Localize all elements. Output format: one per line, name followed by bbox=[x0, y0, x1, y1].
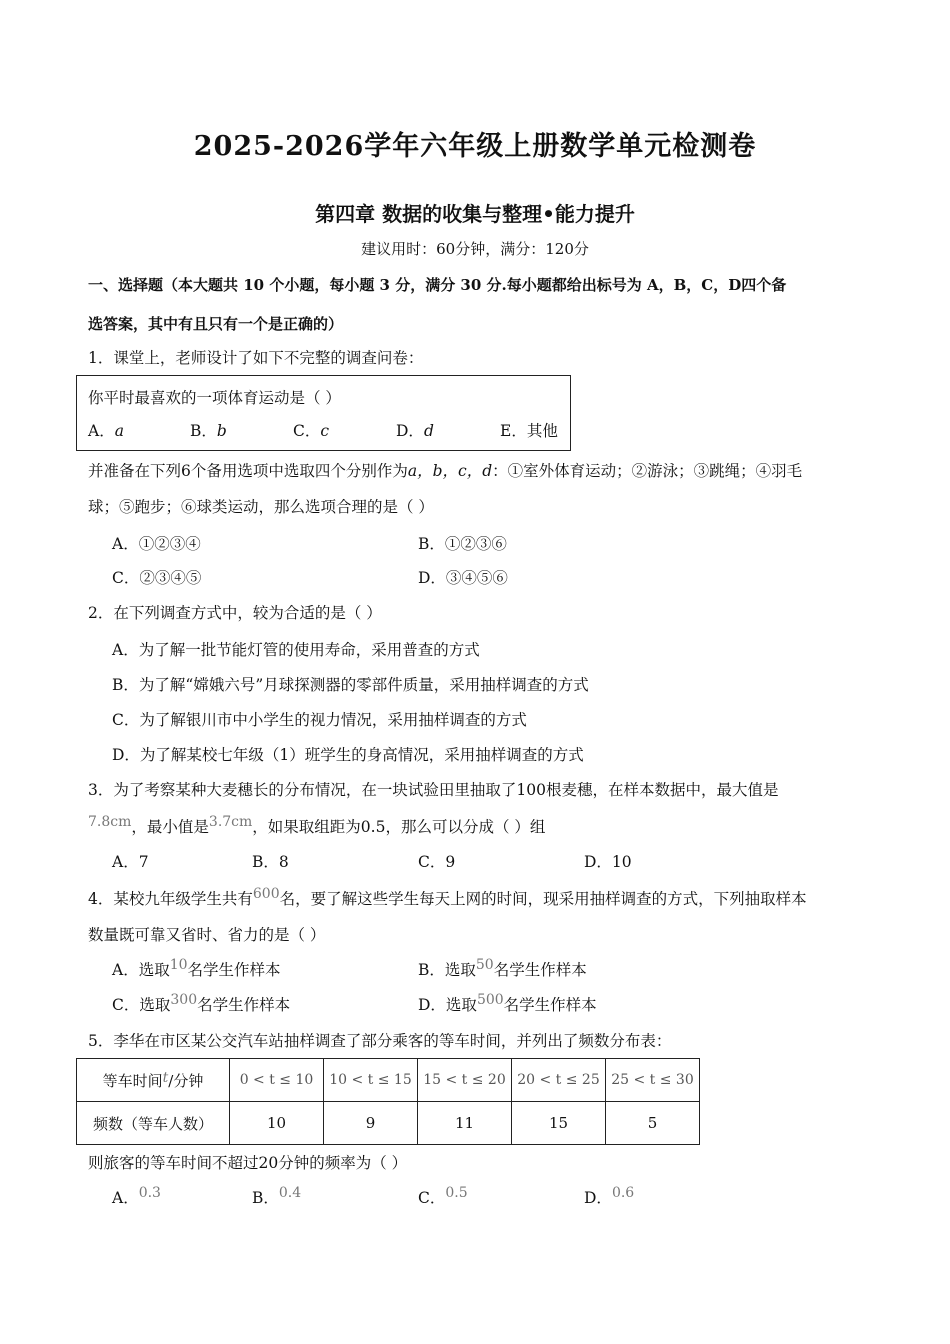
q5-option-c[interactable]: C．0.5 bbox=[418, 1185, 468, 1207]
q1-option-c[interactable]: C．②③④⑤ bbox=[112, 569, 202, 587]
page-title: 2025-2026学年六年级上册数学单元检测卷 bbox=[193, 131, 757, 162]
q3-option-b[interactable]: B．8 bbox=[252, 853, 289, 871]
q3-option-c[interactable]: C．9 bbox=[418, 853, 456, 871]
q1-box-option-b: B．b bbox=[190, 422, 227, 440]
q4-option-c[interactable]: C．选取300名学生作样本 bbox=[112, 992, 291, 1014]
q2-option-b[interactable]: B．为了解“嫦娥六号”月球探测器的零部件质量，采用抽样调查的方式 bbox=[112, 676, 589, 694]
q1-box-option-d: D．d bbox=[396, 422, 434, 440]
q3-option-d[interactable]: D．10 bbox=[584, 853, 632, 871]
table-count-cell: 10 bbox=[230, 1102, 324, 1145]
q5-option-d[interactable]: D．0.6 bbox=[584, 1185, 635, 1207]
section-heading-line2: 选答案，其中有且只有一个是正确的） bbox=[88, 315, 344, 333]
table-range-cell: 15 < t ≤ 20 bbox=[418, 1059, 512, 1102]
table-range-cell: 20 < t ≤ 25 bbox=[512, 1059, 606, 1102]
q1-choices-line2: 球；⑤跑步；⑥球类运动，那么选项合理的是（ ） bbox=[88, 498, 434, 516]
table-count-cell: 9 bbox=[324, 1102, 418, 1145]
q3-option-a[interactable]: A．7 bbox=[112, 853, 149, 871]
q3-stem-line1: 3．为了考察某种大麦穗长的分布情况，在一块试验田里抽取了100根麦穗，在样本数据中，最大值是 bbox=[88, 781, 779, 799]
table-row-label: 频数（等车人数） bbox=[77, 1102, 230, 1145]
chapter-subtitle: 第四章 数据的收集与整理•能力提升 bbox=[315, 202, 635, 226]
table-range-cell: 0 < t ≤ 10 bbox=[230, 1059, 324, 1102]
q1-option-b[interactable]: B．①②③⑥ bbox=[418, 535, 507, 553]
table-count-cell: 15 bbox=[512, 1102, 606, 1145]
q2-option-d[interactable]: D．为了解某校七年级（1）班学生的身高情况，采用抽样调查的方式 bbox=[112, 746, 584, 764]
table-row bbox=[77, 1059, 700, 1102]
q1-box-option-c: C．c bbox=[293, 422, 330, 440]
q2-option-c[interactable]: C．为了解银川市中小学生的视力情况，采用抽样调查的方式 bbox=[112, 711, 527, 729]
q5-option-b[interactable]: B．0.4 bbox=[252, 1185, 302, 1207]
table-range-cell: 25 < t ≤ 30 bbox=[606, 1059, 700, 1102]
table-count-cell: 5 bbox=[606, 1102, 700, 1145]
q1-box-question: 你平时最喜欢的一项体育运动是（ ） bbox=[88, 389, 341, 407]
q3-stem-line2: 7.8cm，最小值是3.7cm，如果取组距为0.5，那么可以分成（ ）组 bbox=[88, 814, 546, 836]
frequency-table bbox=[76, 1058, 700, 1145]
q1-choices-line1: 并准备在下列6个备用选项中选取四个分别作为a，b，c，d：①室外体育运动；②游泳；③跳绳；④羽毛 bbox=[88, 462, 803, 480]
q5-after-table: 则旅客的等车时间不超过20分钟的频率为（ ） bbox=[88, 1154, 408, 1172]
table-count-cell: 11 bbox=[418, 1102, 512, 1145]
q5-stem: 5．李华在市区某公交汽车站抽样调查了部分乘客的等车时间，并列出了频数分布表： bbox=[88, 1032, 672, 1050]
section-heading-line1: 一、选择题（本大题共 10 个小题，每小题 3 分，满分 30 分.每小题都给出标号为 A，B，C，D四个备 bbox=[88, 276, 787, 294]
q1-option-a[interactable]: A．①②③④ bbox=[112, 535, 201, 553]
q1-box-option-a: A．a bbox=[88, 422, 124, 440]
q1-option-d[interactable]: D．③④⑤⑥ bbox=[418, 569, 508, 587]
q1-stem: 1．课堂上，老师设计了如下不完整的调查问卷： bbox=[88, 349, 424, 367]
q1-box-option-e: E．其他 bbox=[500, 422, 558, 440]
q4-option-a[interactable]: A．选取10名学生作样本 bbox=[112, 957, 281, 979]
q2-stem: 2．在下列调查方式中，较为合适的是（ ） bbox=[88, 604, 382, 622]
table-range-cell: 10 < t ≤ 15 bbox=[324, 1059, 418, 1102]
table-row bbox=[77, 1102, 700, 1145]
q4-stem-line1: 4．某校九年级学生共有600名，要了解这些学生每天上网的时间，现采用抽样调查的方式，下列抽取样本 bbox=[88, 886, 807, 908]
q4-option-b[interactable]: B．选取50名学生作样本 bbox=[418, 957, 587, 979]
q2-option-a[interactable]: A．为了解一批节能灯管的使用寿命，采用普查的方式 bbox=[112, 641, 480, 659]
q4-option-d[interactable]: D．选取500名学生作样本 bbox=[418, 992, 597, 1014]
exam-meta: 建议用时：60分钟，满分：120分 bbox=[361, 240, 589, 258]
q5-option-a[interactable]: A．0.3 bbox=[112, 1185, 161, 1207]
q4-stem-line2: 数量既可靠又省时、省力的是（ ） bbox=[88, 926, 326, 944]
table-header-cell: 等车时间t/分钟 bbox=[77, 1059, 230, 1102]
